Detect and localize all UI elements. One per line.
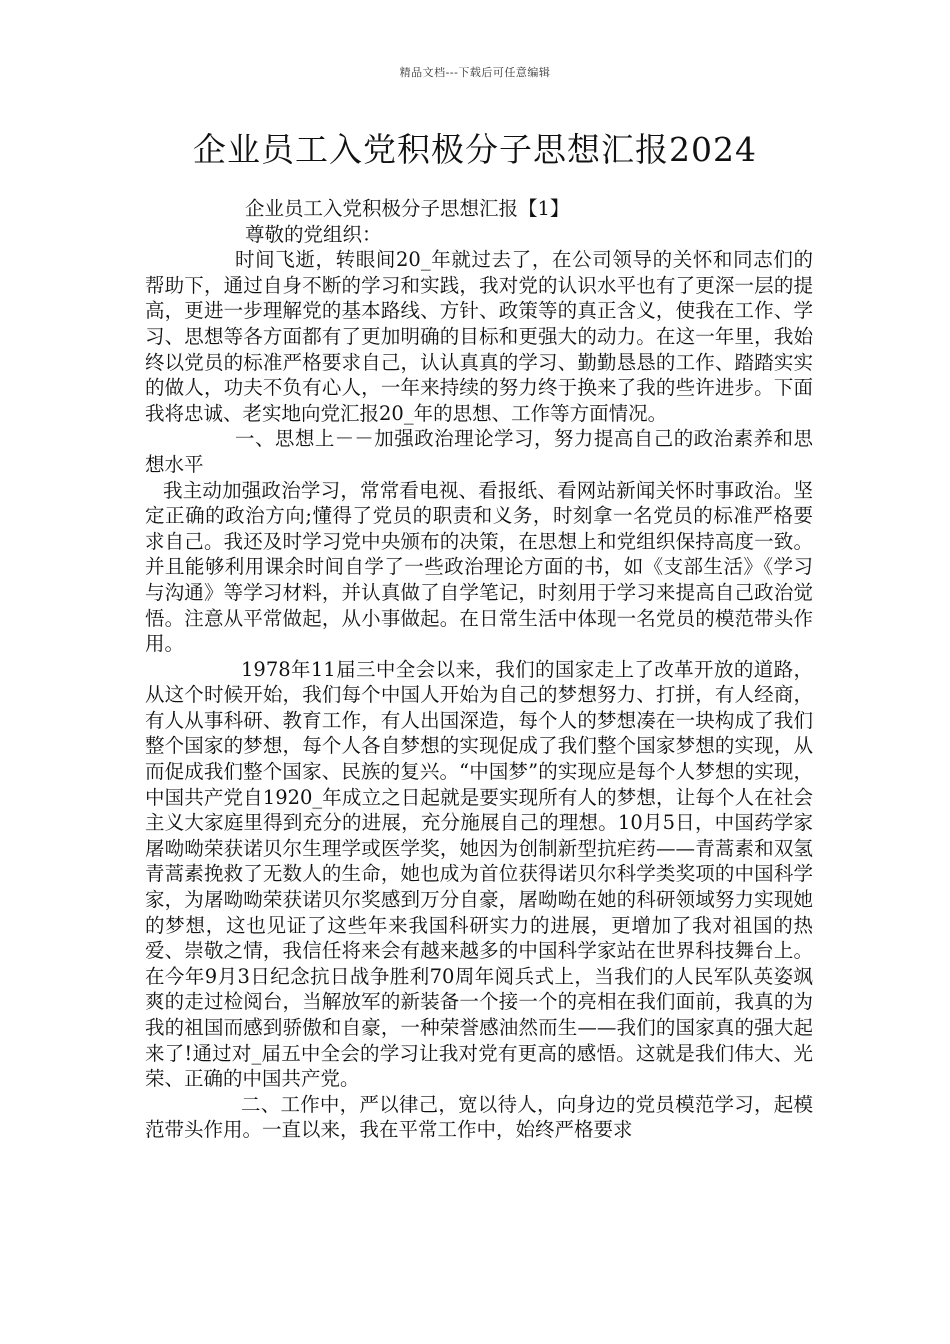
salutation: 尊敬的党组织：: [245, 222, 382, 246]
section-heading-2: 二、工作中，严以律己，宽以待人，向身边的党员模范学习，起模范带头作用。一直以来，我在平常工作中，始终严格要求: [145, 1092, 813, 1142]
paragraph-political-study: 我主动加强政治学习，常常看电视、看报纸、看网站新闻关怀时事政治。坚定正确的政治方向;懂得了党员的职责和义务，时刻拿一名党员的标准严格要求自己。我还及时学习党中央颁布的决策，在思想上和党组织保持高度一致。并且能够利用课余时间自学了一些政治理论方面的书，如《支部生活》《学习与沟通》等学习材料，并认真做了自学笔记，时刻用于学习来提高自己政治觉悟。注意从平常做起，从小事做起。在日常生活中体现一名党员的模范带头作用。: [145, 478, 813, 656]
section-heading-1: 一、思想上－－加强政治理论学习，努力提高自己的政治素养和思想水平: [145, 427, 813, 476]
paragraph-china-dream: 1978年11届三中全会以来，我们的国家走上了改革开放的道路，从这个时候开始，我们每个中国人开始为自己的梦想努力、打拼，有人经商，有人从事科研、教育工作，有人出国深造，每个人的梦想凑在一块构成了我们整个国家的梦想，每个人各自梦想的实现促成了我们整个国家梦想的实现，从而促成我们整个国家、民族的复兴。“中国梦”的实现应是每个人梦想的实现，中国共产党自1920_年成立之日起就是要实现所有人的梦想，让每个人在社会主义大家庭里得到充分的进展，充分施展自己的理想。10月5日，中国药学家屠呦呦荣获诺贝尔生理学或医学奖，她因为创制新型抗疟药——青蒿素和双氢青蒿素挽救了无数人的生命，她也成为首位获得诺贝尔科学类奖项的中国科学家，为屠呦呦荣获诺贝尔奖感到万分自豪，屠呦呦在她的科研领域努力实现她的梦想，这也见证了这些年来我国科研实力的进展，更增加了我对祖国的热爱、崇敬之情，我信任将来会有越来越多的中国科学家站在世界科技舞台上。在今年9月3日纪念抗日战争胜利70周年阅兵式上，当我们的人民军队英姿飒爽的走过检阅台，当解放军的新装备一个接一个的亮相在我们面前，我真的为我的祖国而感到骄傲和自豪，一种荣誉感油然而生——我们的国家真的强大起来了!通过对_届五中全会的学习让我对党有更高的感悟。这就是我们伟大、光荣、正确的中国共产党。: [145, 657, 813, 1091]
document-title: 企业员工入党积极分子思想汇报2024: [193, 130, 757, 169]
paragraph-intro: 时间飞逝，转眼间20_年就过去了，在公司领导的关怀和同志们的帮助下，通过自身不断的学习和实践，我对党的认识水平也有了更深一层的提高，更进一步理解党的基本路线、方针、政策等的真正含义，使我在工作、学习、思想等各方面都有了更加明确的目标和更强大的动力。在这一年里，我始终以党员的标准严格要求自己，认认真真的学习、勤勤恳恳的工作、踏踏实实的做人，功夫不负有心人，一年来持续的努力终于换来了我的些许进步。下面我将忠诚、老实地向党汇报20_年的思想、工作等方面情况。: [145, 248, 813, 425]
header-note: 精品文档---下载后可任意编辑: [399, 66, 551, 79]
document-body: [145, 196, 813, 1143]
document-subtitle: 企业员工入党积极分子思想汇报【1】: [245, 197, 570, 220]
